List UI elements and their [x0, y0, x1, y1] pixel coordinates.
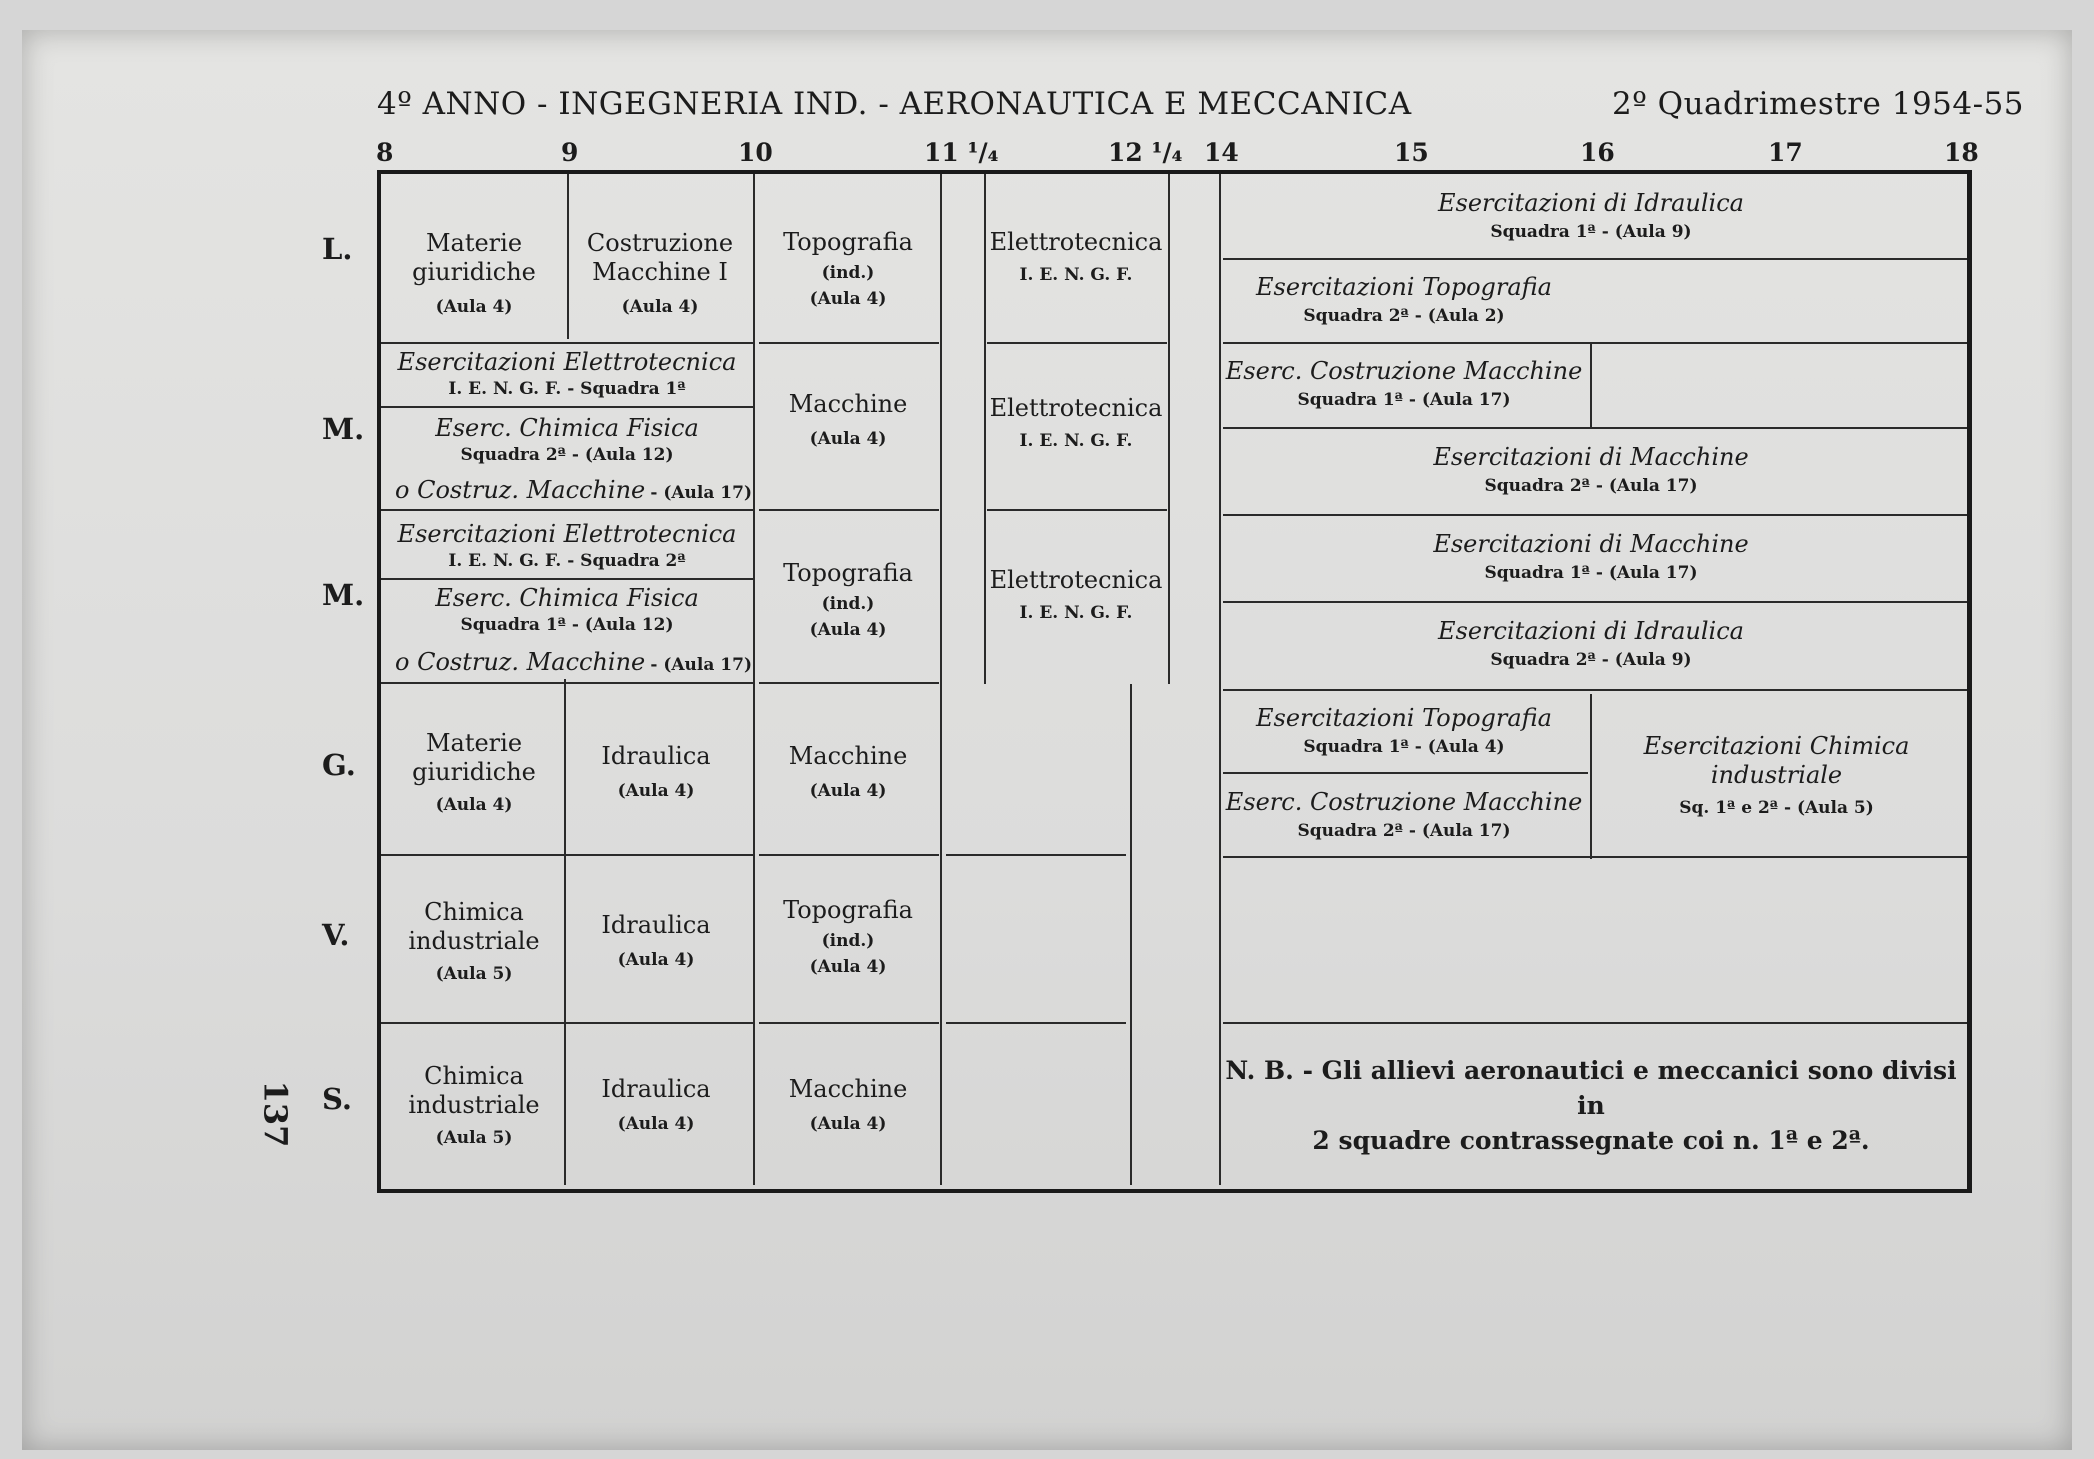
exercise-title: Esercitazioni di Macchine	[1433, 443, 1749, 472]
day-label: G.	[322, 748, 356, 782]
lesson-title: Idraulica	[601, 911, 711, 940]
exercise-title: Esercitazioni di Idraulica	[1438, 617, 1744, 646]
lesson-cell	[755, 370, 941, 470]
lesson-title: Materie	[425, 729, 523, 757]
lesson-title: Idraulica	[601, 1075, 711, 1104]
exercise-title: Esercitazioni di Idraulica	[1438, 189, 1744, 218]
exercise-title: o Costruz. Macchine	[395, 648, 646, 676]
lesson-room: (Aula 4)	[617, 781, 695, 802]
exercise-cell	[1590, 700, 1963, 850]
exercise-room: - (Aula 17)	[650, 655, 753, 675]
exercise-group: Squadra 2ª - (Aula 2)	[1303, 306, 1505, 327]
exercise-cell	[1219, 262, 1589, 338]
day-label: S.	[322, 1082, 353, 1116]
lesson-cell	[755, 1046, 941, 1164]
lesson-title: Idraulica	[601, 742, 711, 771]
lesson-cell	[563, 1046, 749, 1164]
exercise-group: Squadra 2ª - (Aula 9)	[1490, 650, 1692, 671]
exercise-cell	[1219, 346, 1589, 422]
footnote-line: 2 squadre contrassegnate coi n. 1ª e 2ª.	[1312, 1125, 1870, 1155]
lesson-cell	[567, 208, 753, 338]
lesson-title: giuridiche	[412, 757, 536, 786]
exercise-title: o Costruz. Macchine	[395, 476, 646, 504]
exercise-cell	[1219, 430, 1963, 510]
lesson-note: I. E. N. G. F.	[1019, 431, 1133, 452]
day-label: L.	[322, 232, 353, 266]
exercise-group: I. E. N. G. F. - Squadra 1ª	[448, 379, 686, 400]
lesson-title: Elettrotecnica	[989, 228, 1163, 257]
exercise-alt	[395, 476, 752, 504]
hour-label: 9	[561, 138, 579, 167]
day-label: M.	[322, 412, 365, 446]
footnote-line: N. B. - Gli allievi aeronautici e meccanici sono divisi in	[1225, 1055, 1957, 1120]
hour-label: 18	[1944, 138, 1979, 167]
exercise-room: - (Aula 17)	[650, 483, 753, 503]
exercise-alt	[395, 648, 752, 676]
lesson-room: (Aula 4)	[435, 794, 513, 815]
lesson-room: (Aula 4)	[621, 296, 699, 317]
hour-label: 17	[1768, 138, 1803, 167]
exercise-cell	[1219, 178, 1963, 254]
lesson-note: I. E. N. G. F.	[1019, 603, 1133, 624]
exercise-title: Eserc. Costruzione Macchine	[1225, 357, 1583, 386]
lesson-cell	[755, 540, 941, 660]
lesson-room: (Aula 4)	[617, 1114, 695, 1135]
lesson-title: Materie	[425, 229, 523, 257]
lesson-cell	[755, 204, 941, 334]
exercise-group: Squadra 1ª - (Aula 17)	[1484, 563, 1698, 584]
lesson-title: Macchine	[788, 742, 908, 771]
exercise-group: Squadra 2ª - (Aula 12)	[460, 445, 674, 466]
exercise-cell	[1219, 602, 1963, 686]
lesson-note: (ind.)	[821, 263, 875, 283]
lesson-cell	[755, 878, 941, 996]
exercise-group: I. E. N. G. F. - Squadra 2ª	[448, 551, 686, 572]
exercise-title: Esercitazioni Elettrotecnica	[397, 520, 737, 549]
lesson-title: Chimica	[424, 1062, 524, 1090]
term-label: 2º Quadrimestre 1954-55	[1612, 86, 2025, 122]
lesson-cell	[381, 1046, 567, 1164]
lesson-room: (Aula 4)	[809, 289, 887, 310]
exercise-cell	[1219, 690, 1589, 772]
exercise-title: Esercitazioni Topografia	[1256, 273, 1552, 302]
lesson-title: Topografia	[783, 559, 913, 588]
lesson-title: Costruzione	[586, 229, 734, 257]
exercise-title: Esercitazioni di Macchine	[1433, 530, 1749, 559]
lesson-title: Chimica	[424, 898, 524, 926]
lesson-cell	[755, 712, 941, 832]
lesson-title: Topografia	[783, 228, 913, 257]
lesson-title: giuridiche	[412, 257, 536, 286]
exercise-cell	[381, 514, 753, 578]
exercise-title: Esercitazioni Elettrotecnica	[397, 348, 737, 377]
lesson-cell	[563, 882, 749, 1000]
lesson-room: (Aula 4)	[617, 950, 695, 971]
lesson-title: Macchine	[788, 1075, 908, 1104]
exercise-group: Squadra 1ª - (Aula 9)	[1490, 222, 1692, 243]
page-number: 137	[256, 1080, 295, 1148]
exercise-group: Squadra 1ª - (Aula 12)	[460, 615, 674, 636]
lesson-cell	[563, 712, 749, 832]
exercise-title: Eserc. Chimica Fisica	[435, 414, 699, 443]
exercise-title: industriale	[1710, 760, 1843, 789]
lesson-note: (ind.)	[821, 931, 875, 951]
lesson-room: (Aula 4)	[809, 781, 887, 802]
lesson-title: Topografia	[783, 896, 913, 925]
lesson-room: (Aula 4)	[809, 429, 887, 450]
lesson-note: I. E. N. G. F.	[1019, 265, 1133, 286]
exercise-cell	[381, 410, 753, 470]
exercise-cell	[381, 342, 753, 406]
exercise-group: Sq. 1ª e 2ª - (Aula 5)	[1679, 797, 1874, 818]
hour-label: 14	[1204, 138, 1239, 167]
exercise-title: Esercitazioni Topografia	[1256, 704, 1552, 733]
lesson-title: industriale	[408, 926, 540, 955]
lesson-cell	[983, 212, 1169, 302]
exercise-title: Esercitazioni Chimica	[1643, 732, 1910, 760]
lesson-room: (Aula 4)	[809, 1114, 887, 1135]
footnote	[1219, 1050, 1963, 1160]
exercise-cell	[1219, 774, 1589, 856]
lesson-title: industriale	[408, 1090, 540, 1119]
hour-label: 12 ¹/₄	[1108, 138, 1183, 167]
exercise-title: Eserc. Costruzione Macchine	[1225, 788, 1583, 817]
lesson-room: (Aula 5)	[435, 1127, 513, 1148]
exercise-title: Eserc. Chimica Fisica	[435, 584, 699, 613]
lesson-title: Macchine	[788, 390, 908, 419]
exercise-cell	[381, 580, 753, 640]
lesson-title: Elettrotecnica	[989, 566, 1163, 595]
hour-label: 11 ¹/₄	[924, 138, 999, 167]
hour-label: 16	[1580, 138, 1615, 167]
lesson-cell	[381, 882, 567, 1000]
exercise-group: Squadra 1ª - (Aula 17)	[1297, 390, 1511, 411]
exercise-group: Squadra 1ª - (Aula 4)	[1303, 737, 1505, 758]
day-label: M.	[322, 578, 365, 612]
lesson-cell	[381, 712, 567, 832]
page-title: 4º ANNO - INGEGNERIA IND. - AERONAUTICA E MECCANICA	[377, 86, 1412, 122]
lesson-cell	[983, 378, 1169, 468]
exercise-cell	[1219, 516, 1963, 598]
lesson-room: (Aula 4)	[809, 620, 887, 641]
exercise-group: Squadra 2ª - (Aula 17)	[1484, 476, 1698, 497]
exercise-group: Squadra 2ª - (Aula 17)	[1297, 821, 1511, 842]
hour-label: 15	[1394, 138, 1429, 167]
lesson-room: (Aula 5)	[435, 963, 513, 984]
lesson-room: (Aula 4)	[435, 296, 513, 317]
hour-label: 8	[376, 138, 394, 167]
lesson-cell	[983, 550, 1169, 640]
lesson-title: Elettrotecnica	[989, 394, 1163, 423]
hour-label: 10	[738, 138, 773, 167]
lesson-cell	[381, 208, 567, 338]
lesson-note: (ind.)	[821, 594, 875, 614]
lesson-room: (Aula 4)	[809, 957, 887, 978]
lesson-title: Macchine I	[592, 257, 728, 286]
day-label: V.	[322, 918, 350, 952]
